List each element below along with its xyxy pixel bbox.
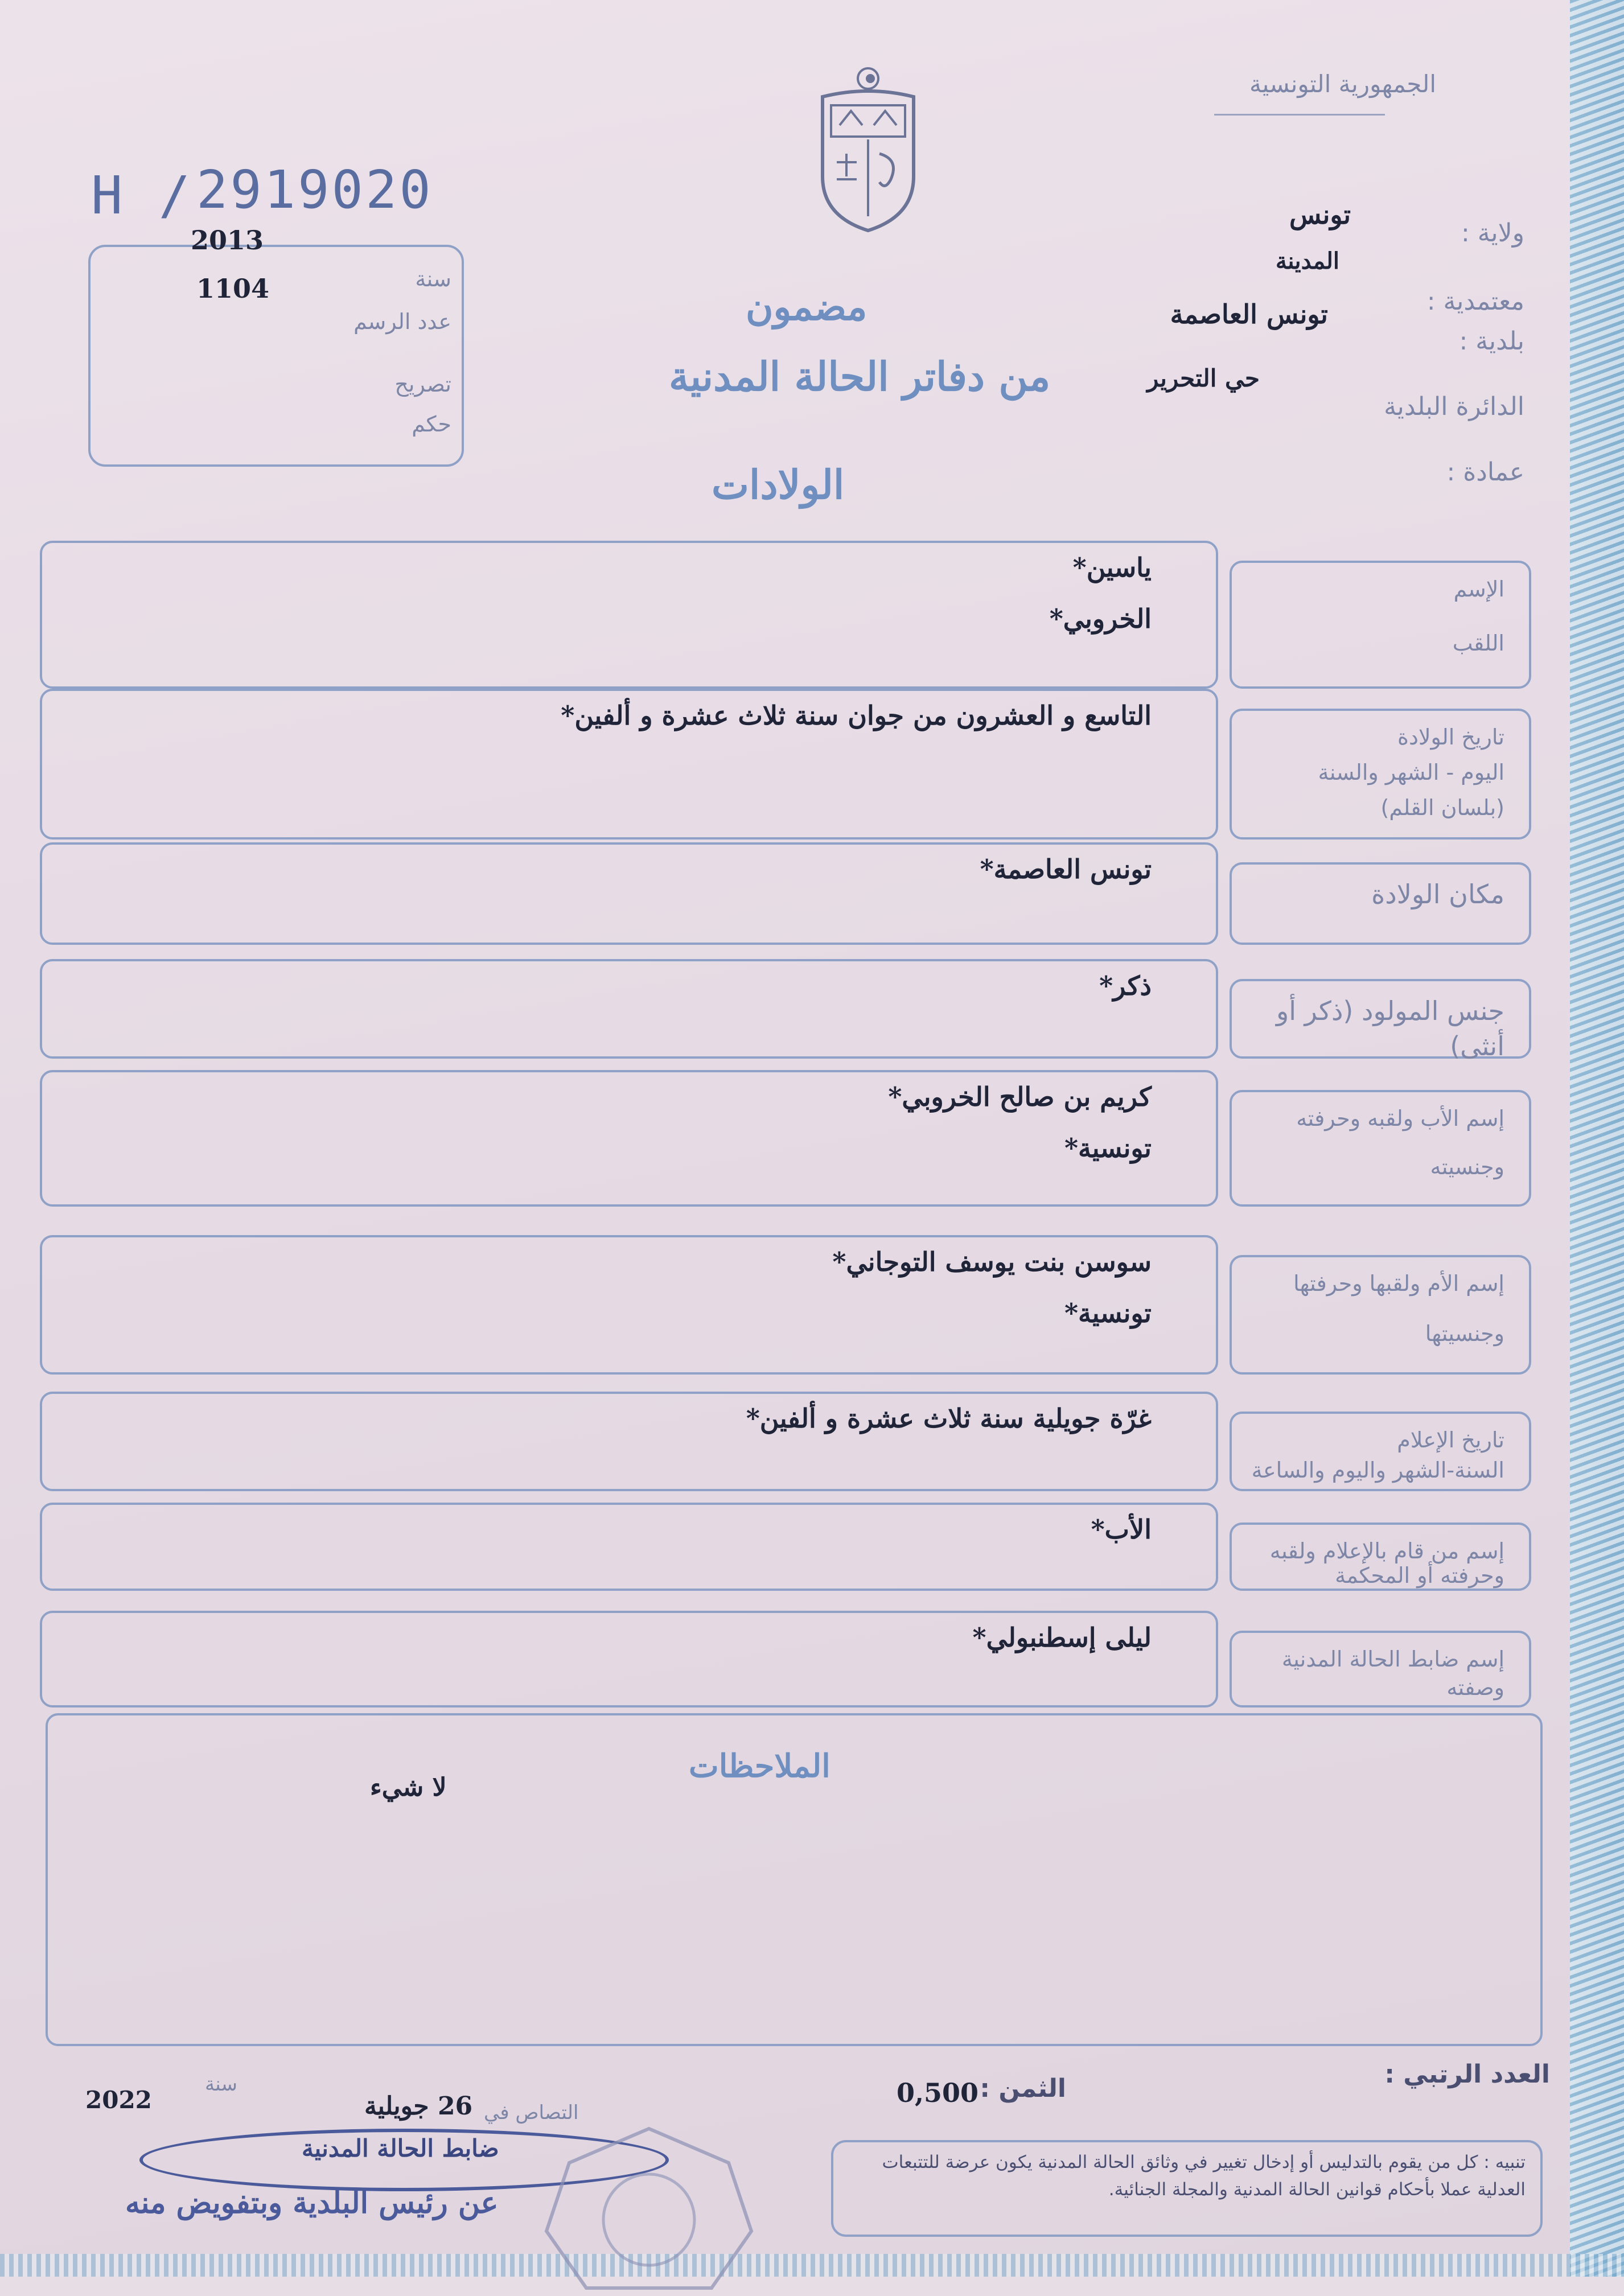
notice-text: تنبيه : كل من يقوم بالتدليس أو إدخال تغيير في وثائق الحالة المدنية يكون عرضة للتتبعات العدلية عملا بأحكام قوانين الحالة المدنية والمجلة الجنائية.: [882, 2152, 1526, 2200]
remarks-title: الملاحظات: [689, 1747, 830, 1785]
field-value: ليلى إسطنبولي*: [972, 1622, 1152, 1653]
serial-prefix: H /: [91, 165, 193, 226]
round-seal-icon: [541, 2123, 757, 2294]
field-value: غرّة جويلية سنة ثلاث عشرة و ألفين*: [746, 1403, 1152, 1434]
field-value: سوسن بنت يوسف التوجاني*: [832, 1246, 1152, 1277]
registry-box: [88, 245, 464, 467]
field-value: ياسين*: [1072, 552, 1152, 583]
delegation-value: المدينة: [1275, 248, 1339, 274]
stamp-text: ضابط الحالة المدنية: [302, 2134, 499, 2162]
signature-line-text: عن رئيس البلدية وبتفويض منه: [125, 2186, 499, 2220]
registry-year-label: سنة: [415, 266, 451, 291]
field-value: تونسية*: [1064, 1133, 1152, 1163]
registry-declaration-label: تصريح: [394, 372, 451, 397]
field-label: إسم الأب ولقبه وحرفته: [1296, 1106, 1504, 1131]
municipality-value: تونس العاصمة: [1170, 299, 1328, 330]
coat-of-arms-icon: [805, 63, 931, 233]
state-label: ولاية :: [1461, 219, 1524, 248]
price-value: 0,500: [897, 2077, 979, 2108]
registry-record-label: عدد الرسم: [353, 309, 451, 334]
field-value: التاسع و العشرون من جوان سنة ثلاث عشرة و ألفين*: [561, 700, 1152, 731]
field-label: جنس المولود (ذكر أو أنثى): [1276, 995, 1504, 1062]
issue-year-label: سنة: [205, 2073, 237, 2096]
registry-record-value: 1104: [196, 273, 270, 304]
document-title-line1: مضمون: [746, 285, 867, 329]
republic-heading: الجمهورية التونسية: [1249, 70, 1436, 98]
price-label: الثمن :: [980, 2074, 1066, 2103]
field-label: السنة-الشهر واليوم والساعة: [1251, 1457, 1504, 1483]
decorative-border-bottom: [0, 2254, 1624, 2277]
field-label: تاريخ الولادة: [1397, 725, 1504, 750]
serial-number-label: العدد الرتبي :: [1384, 2060, 1550, 2089]
registry-year-value: 2013: [191, 225, 264, 256]
sector-label: عمادة :: [1446, 458, 1524, 487]
field-label: (بلسان القلم): [1380, 795, 1504, 820]
field-value: كريم بن صالح الخروبي*: [888, 1081, 1152, 1112]
field-label: تاريخ الإعلام: [1397, 1427, 1504, 1453]
section-title-births: الولادات: [712, 461, 845, 508]
delegation-label: معتمدية :: [1426, 287, 1524, 316]
field-label: وجنسيته: [1430, 1154, 1504, 1179]
serial-number: 2919020: [196, 159, 433, 220]
republic-underline: [1214, 114, 1385, 116]
district-label: الدائرة البلدية: [1384, 392, 1524, 421]
issue-year-value: 2022: [85, 2086, 152, 2114]
field-value: تونس العاصمة*: [980, 854, 1152, 884]
state-value: تونس: [1289, 199, 1351, 230]
field-value: تونسية*: [1064, 1298, 1152, 1328]
issue-place-label: التصاص في: [484, 2101, 579, 2124]
document-title-line2: من دفاتر الحالة المدنية: [669, 353, 1051, 400]
issue-date-value: 26 جويلية: [364, 2092, 473, 2121]
remarks-value: لا شيء: [370, 1773, 447, 1802]
field-label: إسم ضابط الحالة المدنية: [1281, 1647, 1504, 1672]
field-label: الإسم: [1453, 577, 1504, 602]
field-label: إسم من قام بالإعلام ولقبه: [1269, 1538, 1504, 1563]
field-label: وجنسيتها: [1425, 1320, 1504, 1346]
registry-judgment-label: حكم: [412, 412, 451, 437]
field-label: اللقب: [1452, 631, 1504, 656]
district-value: حي التحرير: [1147, 364, 1260, 392]
field-label: وحرفته أو المحكمة: [1335, 1562, 1504, 1588]
field-label: وصفته: [1446, 1675, 1504, 1700]
decorative-border-right: [1570, 0, 1624, 2277]
field-label: مكان الولادة: [1371, 879, 1504, 910]
field-value: ذكر*: [1099, 970, 1152, 1001]
field-label: اليوم - الشهر والسنة: [1318, 760, 1504, 785]
municipality-label: بلدية :: [1459, 327, 1524, 356]
field-value: الأب*: [1091, 1514, 1152, 1545]
field-value: الخروبي*: [1049, 603, 1152, 634]
field-label: إسم الأم ولقبها وحرفتها: [1293, 1271, 1504, 1296]
